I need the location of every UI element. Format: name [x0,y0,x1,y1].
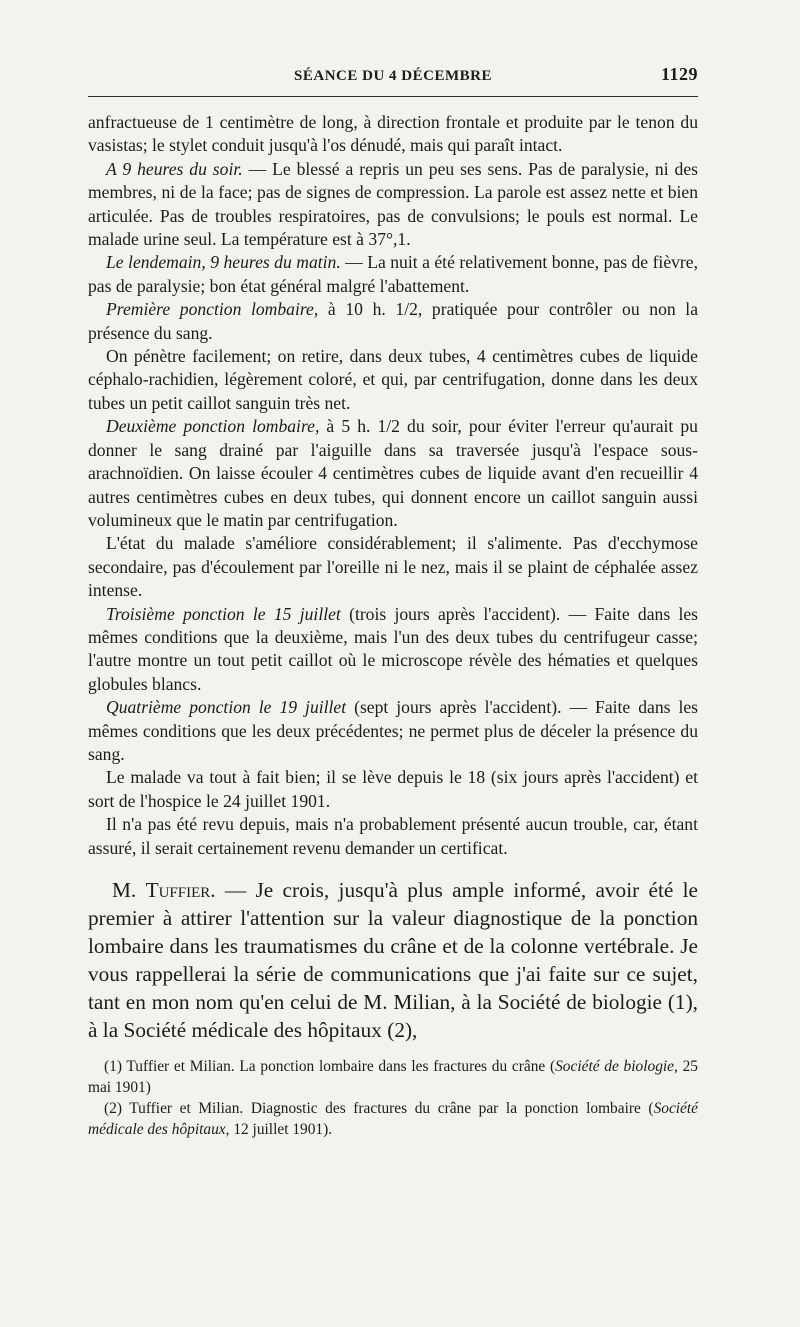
paragraph-lead: Le lendemain, 9 heures du matin. [106,252,341,273]
paragraph-text: — Le blessé a repris un peu ses sens. Pas de paralysie, ni des membres, ni de la face; pas de signes de compression. La parole est assez nette et bien articulée. Pas de troubles respiratoires, pas de convulsions; le pouls est normal. Le malade urine seul. La température est à 37°,1. [88,158,698,250]
discussion-paragraph [88,876,698,1044]
paragraph: Il n'a pas été revu depuis, mais n'a probablement présenté aucun trouble, car, étant assuré, il serait certainement revenu demander un certificat. [88,814,698,858]
paragraph-text: à 10 h. 1/2, pratiquée pour contrôler ou non la présence du sang. [88,299,698,343]
paragraph-lead: A 9 heures du soir. [106,158,243,179]
paragraph-text: (trois jours après l'accident). — Faite dans les mêmes conditions que la deuxième, mais l'un des deux tubes du centrifugeur casse; l'autre montre un tout petit caillot où le microscope révèle des hématies et quelques globules blancs. [88,603,698,694]
paragraph [88,415,698,532]
paragraph [88,603,698,697]
paragraph: anfractueuse de 1 centimètre de long, à direction frontale et produite par le tenon du vasistas; le stylet conduit jusqu'à l'os dénudé, mais qui paraît intact. [88,112,698,156]
page-number: 1129 [660,64,698,84]
speaker-name: Tuffier [145,878,211,902]
running-title: SÉANCE DU 4 DÉCEMBRE [294,68,492,84]
paragraph-lead: Troisième ponction le 15 juillet [106,603,341,624]
footnote-1 [88,1056,698,1098]
paragraph [88,696,698,766]
footnote-date: , 25 mai 1901) [88,1058,698,1096]
footnote-date: , 12 juillet 1901). [225,1121,333,1138]
footnote-text: (2) Tuffier et Milian. Diagnostic des fractures du crâne par la ponction lombaire ( [104,1100,654,1117]
paragraph: On pénètre facilement; on retire, dans deux tubes, 4 centimètres cubes de liquide céphalo-rachidien, légèrement coloré, et qui, par centrifugation, donne dans les deux tubes un petit caillot sanguin très net. [88,346,698,413]
paragraph-text: à 5 h. 1/2 du soir, pour éviter l'erreur qu'aurait pu donner le sang drainé par l'aiguille dans sa traversée jusqu'à l'espace sous-arachnoïdien. On laisse écouler 4 centimètres cubes de liquide avant d'en recueillir 4 autres centimètres cubes en deux tubes, qui donnent encore un caillot sanguin aussi volumineux que le matin par centrifugation. [88,416,698,530]
paragraph: L'état du malade s'améliore considérablement; il s'alimente. Pas d'ecchymose secondaire, pas d'écoulement par l'oreille ni le nez, mais il se plaint de céphalée assez intense. [88,533,698,601]
footnotes [88,1056,698,1140]
running-head [88,62,698,92]
paragraph [88,158,698,252]
paragraph-lead: Quatrième ponction le 19 juillet [106,697,347,718]
paragraph: Le malade va tout à fait bien; il se lève depuis le 18 (six jours après l'accident) et sort de l'hospice le 24 juillet 1901. [88,767,698,811]
speaker-prefix: M. [112,878,146,902]
footnote-2 [88,1098,698,1140]
paragraph-text: — La nuit a été relativement bonne, pas de fièvre, pas de paralysie; bon état général malgré l'abattement. [88,252,698,296]
paragraph [88,298,698,345]
footnote-source: Société médicale des hôpitaux [88,1100,698,1138]
paragraph-lead: Deuxième ponction lombaire, [106,416,320,437]
case-report [88,111,698,860]
speaker-suffix: . [210,878,216,902]
header-rule [88,96,698,97]
paragraph [88,251,698,298]
discussion [88,876,698,1044]
paragraph-lead: Première ponction lombaire, [106,299,319,320]
discussion-text: — Je crois, jusqu'à plus ample informé, avoir été le premier à attirer l'attention sur la valeur diagnostique de la ponction lombaire dans les traumatismes du crâne et de la colonne vertébrale. Je vous rappellerai la série de communications que j'ai faite sur ce sujet, tant en mon nom qu'en celui de M. Milian, à la Société de biologie (1), à la Société médicale des hôpitaux (2), [88,878,698,1042]
paragraph-text: (sept jours après l'accident). — Faite dans les mêmes conditions que les deux précédentes; ne permet plus de déceler la présence du sang. [88,697,698,764]
book-page [88,62,698,1140]
footnote-text: (1) Tuffier et Milian. La ponction lombaire dans les fractures du crâne ( [104,1058,556,1075]
footnote-source: Société de biologie [555,1058,674,1075]
